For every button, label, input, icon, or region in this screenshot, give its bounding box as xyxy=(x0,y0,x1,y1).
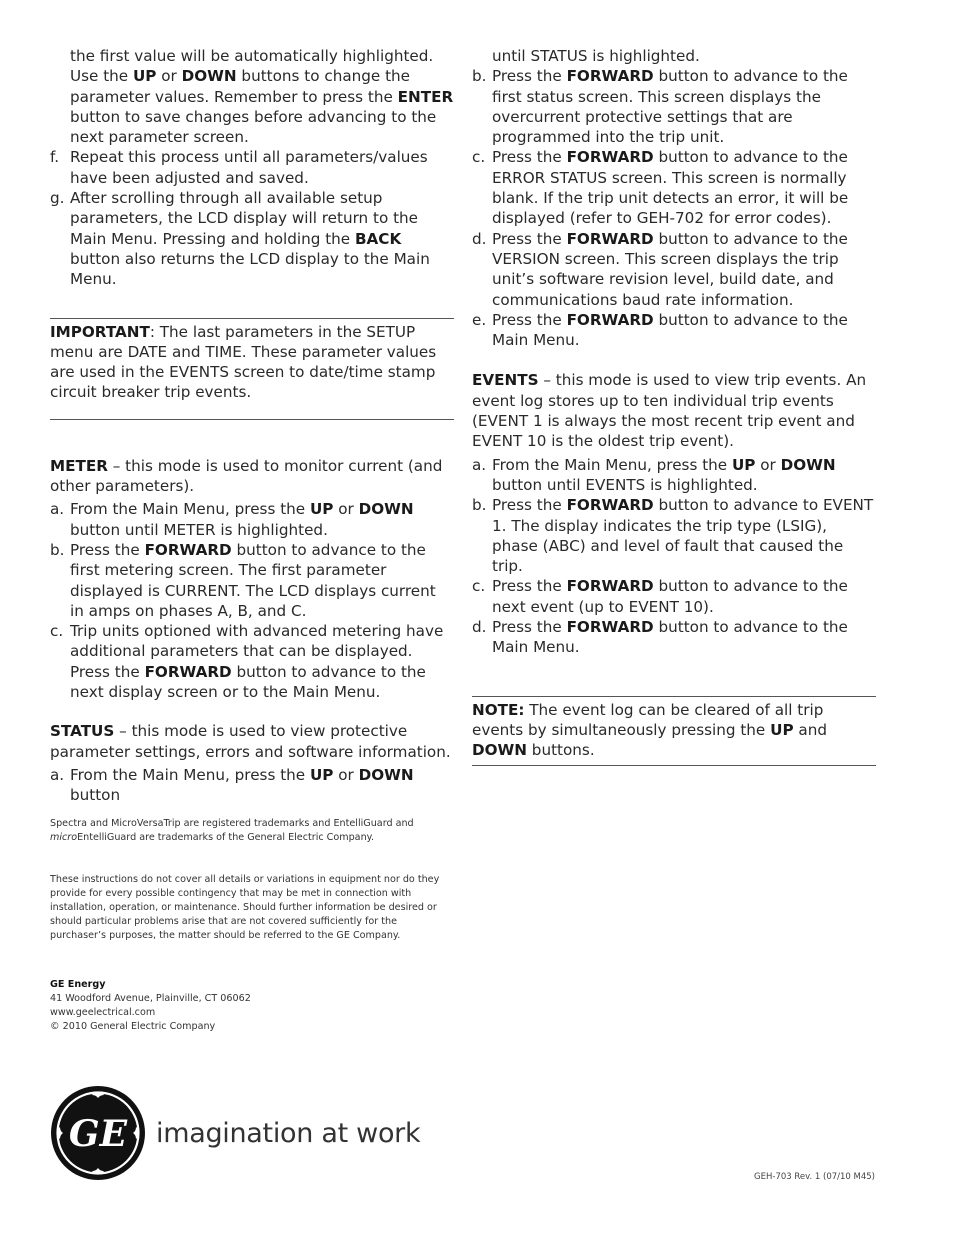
setup-step-continuation: the first value will be automatically highlighted. Use the UP or DOWN buttons to change the parameter values. Remember to press the ENTER button to save changes before advancing to the next parameter screen. xyxy=(70,47,454,147)
events-step-b: b. Press the FORWARD button to advance to EVENT 1. The display indicates the trip type (LSIG), phase (ABC) and level of fault that caused the trip. xyxy=(472,496,874,576)
setup-step-f: f. Repeat this process until all parameters/values have been adjusted and saved. xyxy=(50,148,428,187)
brand-row xyxy=(50,1085,420,1181)
status-step-c: c. Press the FORWARD button to advance to the ERROR STATUS screen. This screen is normally blank. If the trip unit detects an error, it will be displayed (refer to GEH-702 for error codes). xyxy=(472,148,849,228)
tagline: imagination at work xyxy=(156,1117,421,1149)
disclaimer: These instructions do not cover all details or variations in equipment nor do they provide for every possible contingency that may be met in connection with installation, operation, or maintenance. Should further information be desired or should particular problems arise that are not covered sufficiently for the purchaser’s purposes, the matter should be referred to the GE Company. xyxy=(50,874,440,941)
status-step-d: d. Press the FORWARD button to advance to the VERSION screen. This screen displays the trip unit’s software revision level, build date, and communications baud rate information. xyxy=(472,229,848,309)
status-heading: STATUS – this mode is used to view protective parameter settings, errors and software information. xyxy=(50,722,451,761)
setup-step-g: g. After scrolling through all available setup parameters, the LCD display will return to the Main Menu. Pressing and holding the BACK button also returns the LCD display to the Main Menu. xyxy=(50,189,430,289)
status-step-a-continuation: until STATUS is highlighted. xyxy=(492,47,700,65)
events-step-c: c. Press the FORWARD button to advance to the next event (up to EVENT 10). xyxy=(472,577,848,616)
meter-heading: METER – this mode is used to monitor current (and other parameters). xyxy=(50,456,443,496)
status-step-a: a. From the Main Menu, press the UP or DOWN button xyxy=(50,765,414,805)
note-label: NOTE: xyxy=(472,700,525,719)
trademark-notice: Spectra and MicroVersaTrip are registered trademarks and EntelliGuard and microEntelliGuard are trademarks of the General Electric Company. xyxy=(50,818,414,843)
note-callout: NOTE: The event log can be cleared of all trip events by simultaneously pressing the UP and DOWN buttons. xyxy=(472,696,876,766)
events-heading: EVENTS – this mode is used to view trip events. An event log stores up to ten individual trip events (EVENT 1 is always the most recent trip event and EVENT 10 is the oldest trip event). xyxy=(472,371,867,451)
meter-step-c: c. Trip units optioned with advanced metering have additional parameters that can be displayed. Press the FORWARD button to advance to the next display screen or to the Main Menu. xyxy=(50,622,444,702)
important-callout: IMPORTANT: The last parameters in the SETUP menu are DATE and TIME. These parameter values are used in the EVENTS screen to date/time stamp circuit breaker trip events. xyxy=(50,318,454,420)
events-step-d: d. Press the FORWARD button to advance to the Main Menu. xyxy=(472,618,848,657)
company-name: GE Energy xyxy=(50,979,106,990)
ge-logo-icon xyxy=(50,1085,146,1181)
status-step-b: b. Press the FORWARD button to advance to the first status screen. This screen displays the overcurrent protective settings that are programmed into the trip unit. xyxy=(472,67,848,147)
events-step-a: a. From the Main Menu, press the UP or DOWN button until EVENTS is highlighted. xyxy=(472,455,836,494)
right-column xyxy=(472,46,876,766)
meter-step-a: a. From the Main Menu, press the UP or DOWN button until METER is highlighted. xyxy=(50,500,414,539)
company-info xyxy=(50,978,460,1034)
status-step-e: e. Press the FORWARD button to advance to the Main Menu. xyxy=(472,310,848,350)
document-number: GEH-703 Rev. 1 (07/10 M45) xyxy=(754,1172,875,1182)
meter-step-b: b. Press the FORWARD button to advance to the first metering screen. The first parameter displayed is CURRENT. The LCD displays current in amps on phases A, B, and C. xyxy=(50,540,436,620)
important-label: IMPORTANT xyxy=(50,322,150,341)
company-website: www.geelectrical.com xyxy=(50,1007,156,1018)
copyright: © 2010 General Electric Company xyxy=(50,1021,216,1032)
company-address: 41 Woodford Avenue, Plainville, CT 06062 xyxy=(50,993,251,1004)
left-column xyxy=(50,46,454,806)
svg-text:GE: GE xyxy=(68,1113,128,1155)
